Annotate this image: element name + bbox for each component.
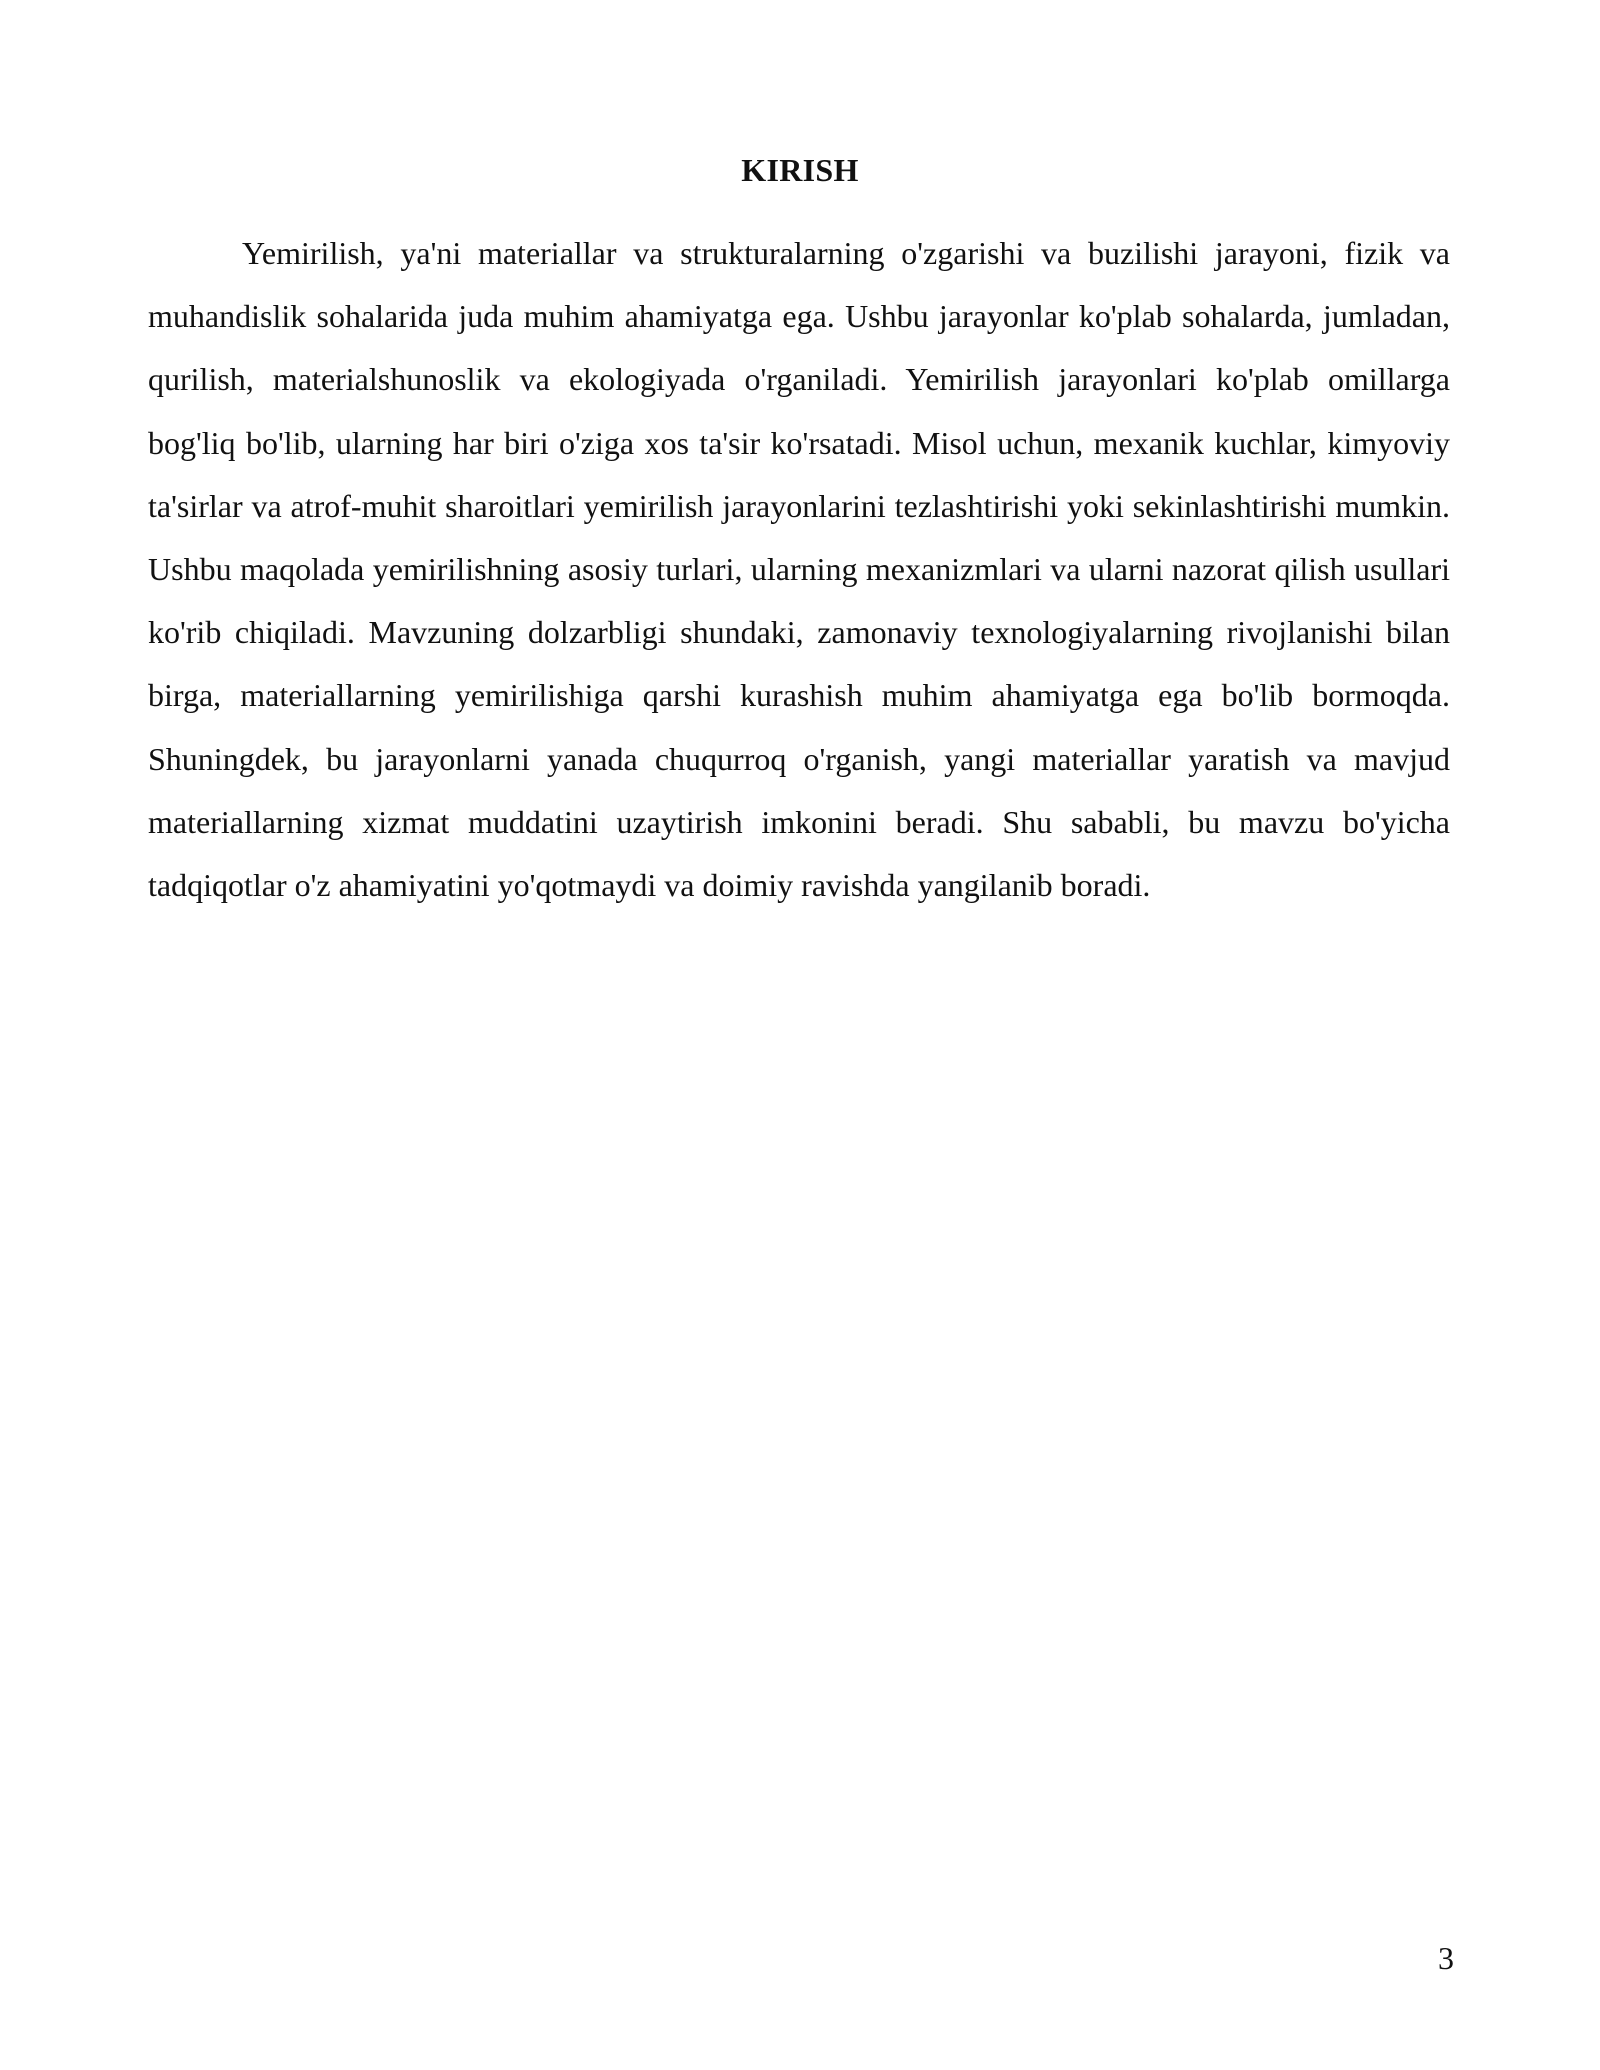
body-paragraph: Yemirilish, ya'ni materiallar va strukturalarning o'zgarishi va buzilishi jarayoni, fizik va muhandislik sohalarida juda muhim ahamiyatga ega. Ushbu jarayonlar ko'plab sohalarda, jumladan, qurilish, materialshunoslik va ekologiyada o'rganiladi. Yemirilish jarayonlari ko'plab omillarga bog'liq bo'lib, ularning har biri o'ziga xos ta'sir ko'rsatadi. Misol uchun, mexanik kuchlar, kimyoviy ta'sirlar va atrof-muhit sharoitlari yemirilish jarayonlarini tezlashtirishi yoki sekinlashtirishi mumkin. Ushbu maqolada yemirilishning asosiy turlari, ularning mexanizmlari va ularni nazorat qilish usullari ko'rib chiqiladi. Mavzuning dolzarbligi shundaki, zamonaviy texnologiyalarning rivojlanishi bilan birga, materiallarning yemirilishiga qarshi kurashish muhim ahamiyatga ega bo'lib bormoqda. Shuningdek, bu jarayonlarni yanada chuqurroq o'rganish, yangi materiallar yaratish va mavjud materiallarning xizmat muddatini uzaytirish imkonini beradi. Shu sababli, bu mavzu bo'yicha tadqiqotlar o'z ahamiyatini yo'qotmaydi va doimiy ravishda yangilanib boradi. xyxy=(148,235,1450,904)
page-title: KIRISH xyxy=(741,152,859,188)
page-number: 3 xyxy=(1438,1940,1454,1976)
